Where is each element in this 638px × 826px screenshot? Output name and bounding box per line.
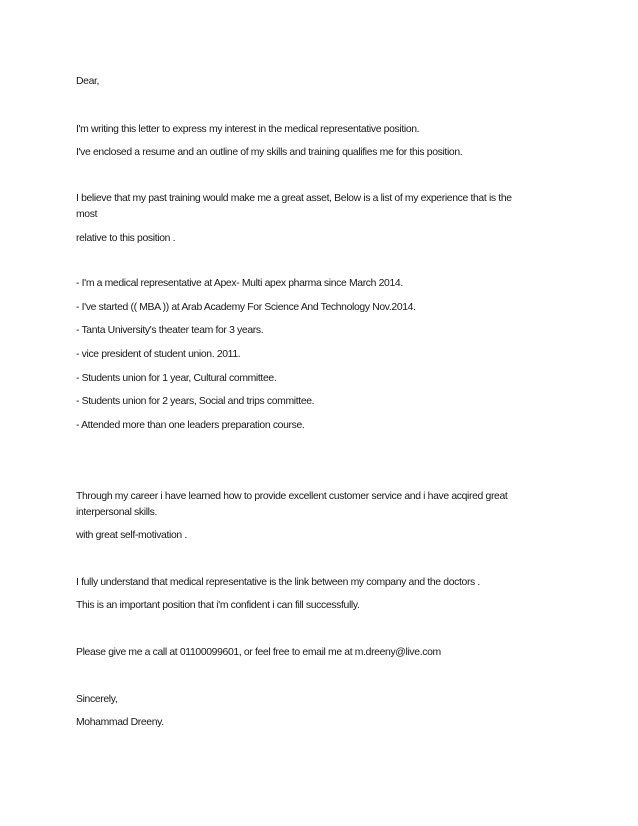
intro-line-2: I've enclosed a resume and an outline of my skills and training qualifies me for this position. [76, 147, 463, 158]
experience-item: - I'm a medical representative at Apex- Multi apex pharma since March 2014. [76, 278, 403, 289]
understand-line-1: I fully understand that medical representative is the link between my company and the doctors . [76, 577, 480, 588]
experience-item: - Tanta University's theater team for 3 years. [76, 325, 264, 336]
experience-item: - Attended more than one leaders preparation course. [76, 420, 305, 431]
experience-intro-a: I believe that my past training would make me a great asset, Below is a list of my experience that is the [76, 193, 512, 204]
career-line-2: interpersonal skills. [76, 507, 158, 518]
contact-line: Please give me a call at 01100099601, or feel free to email me at m.dreeny@live.com [76, 647, 441, 658]
closing: Sincerely, [76, 694, 118, 705]
career-line-1: Through my career i have learned how to provide excellent customer service and i have acqired great [76, 491, 508, 502]
salutation: Dear, [76, 76, 100, 87]
experience-item: - Students union for 1 year, Cultural committee. [76, 373, 277, 384]
understand-line-2: This is an important position that i'm confident i can fill successfully. [76, 600, 360, 611]
experience-item: - vice president of student union. 2011. [76, 349, 241, 360]
experience-item: - Students union for 2 years, Social and trips committee. [76, 396, 315, 407]
signature-name: Mohammad Dreeny. [76, 717, 164, 728]
career-line-3: with great self-motivation . [76, 530, 187, 541]
experience-item: - I've started (( MBA )) at Arab Academy For Science And Technology Nov.2014. [76, 302, 416, 313]
experience-intro-c: relative to this position . [76, 233, 176, 244]
intro-line-1: I'm writing this letter to express my interest in the medical representative position. [76, 124, 420, 135]
experience-intro-b: most [76, 209, 98, 220]
